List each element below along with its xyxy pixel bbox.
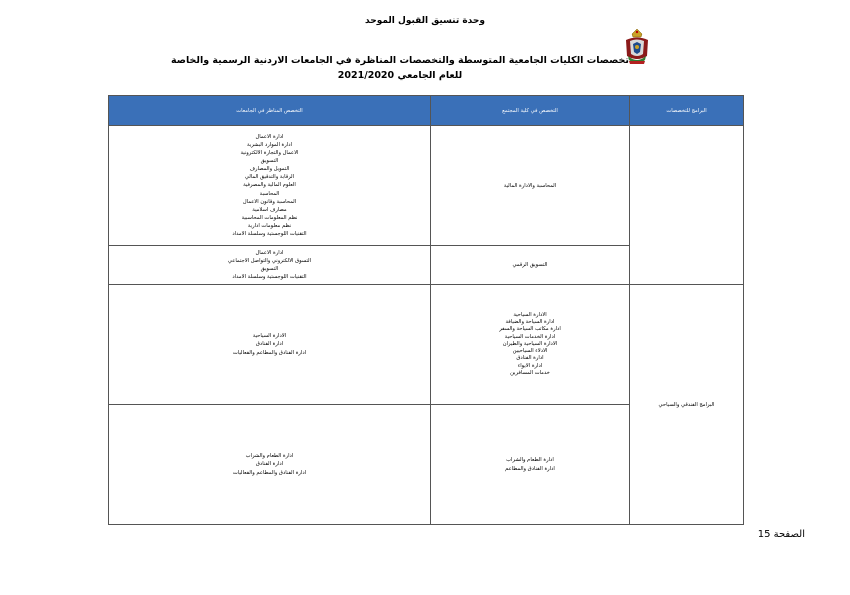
college-specialization-cell: المحاسبة والادارة المالية xyxy=(431,126,630,246)
list-item: ادارة الفنادق xyxy=(255,461,284,468)
list-item: الادارة السياحية xyxy=(513,312,547,319)
list-item: الرقابة والتدقيق المالي xyxy=(244,174,295,181)
list-item: ادارة السياحة والضيافة xyxy=(505,319,555,326)
list-item: التسويق xyxy=(260,158,279,165)
list-item: ادارة مكاتب السياحة والسفر xyxy=(499,326,561,333)
table-header-row xyxy=(109,96,744,126)
academic-year: للعام الجامعي 2021/2020 xyxy=(337,70,463,81)
list-item: التسويق xyxy=(260,266,279,272)
list-item: مصارف اسلامية xyxy=(252,206,287,213)
list-item: الادارة السياحية xyxy=(252,333,287,340)
header-university-specialization: التخصص المناظر في الجامعات xyxy=(109,96,431,126)
table-row xyxy=(109,126,744,246)
university-specialization-cell xyxy=(109,246,431,285)
list-item: المحاسبة وقانون الاعمال xyxy=(242,198,297,205)
page-number: الصفحة 15 xyxy=(757,529,805,540)
table-row xyxy=(109,285,744,405)
list-item: التقنيات اللوجستية وسلسلة الامداد xyxy=(232,231,307,238)
program-cell: البرامج الفندقي والسياحي xyxy=(630,285,744,525)
document-title: تخصصات الكليات الجامعية المتوسطة والتخصصات المناظرة في الجامعات الاردنية الرسمية والخاصة xyxy=(171,55,629,66)
list-item: نظم المعلومات المحاسبية xyxy=(241,214,298,221)
list-item: ادارة الموارد البشرية xyxy=(247,141,292,148)
list-item: التمويل والمصارف xyxy=(249,166,290,173)
university-specialization-cell xyxy=(109,285,431,405)
specializations-table xyxy=(108,95,744,525)
program-cell xyxy=(630,126,744,285)
university-specialization-cell xyxy=(109,405,431,525)
header-programs: البرامج للتخصصات xyxy=(630,96,744,126)
list-item: خدمات المسافرين xyxy=(510,369,550,376)
list-item: ادارة الايواء xyxy=(517,362,543,369)
list-item: الادلاء السياحيين xyxy=(512,348,548,355)
list-item: ادارة الفنادق والمطاعم والفعاليات xyxy=(232,469,307,476)
header-college-specialization: التخصص في كلية المجتمع xyxy=(431,96,630,126)
list-item: الاعمال والتجارة الالكترونية xyxy=(240,150,299,157)
list-item: ادارة الفنادق xyxy=(516,355,544,362)
list-item: ادارة الطعام والشراب xyxy=(506,457,554,464)
list-item: ادارة الاعمال xyxy=(255,133,284,140)
list-item: ادارة الاعمال xyxy=(255,249,284,256)
unit-name: وحدة تنسيق القبول الموحد xyxy=(365,16,485,26)
list-item: ادارة الخدمات السياحية xyxy=(504,333,556,340)
list-item: التسوق الالكتروني والتواصل الاجتماعي xyxy=(227,257,312,264)
list-item: نظم معلومات ادارية xyxy=(247,222,292,229)
college-specialization-cell: التسويق الرقمي xyxy=(431,246,630,285)
college-specialization-cell xyxy=(431,405,630,525)
university-specialization-cell xyxy=(109,126,431,246)
list-item: ادارة الفنادق والمطاعم xyxy=(505,465,555,472)
list-item: المحاسبة xyxy=(259,190,280,197)
list-item: ادارة الطعام والشراب xyxy=(245,453,294,460)
list-item: التقنيات اللوجستية وسلسلة الامداد xyxy=(232,274,307,281)
list-item: ادارة الفنادق والمطاعم والفعاليات xyxy=(232,349,307,356)
list-item: ادارة الفنادق xyxy=(255,341,284,348)
list-item: الادارة السياحية والطيران xyxy=(502,340,558,347)
college-specialization-cell xyxy=(431,285,630,405)
list-item: العلوم المالية والمصرفية xyxy=(243,182,296,189)
